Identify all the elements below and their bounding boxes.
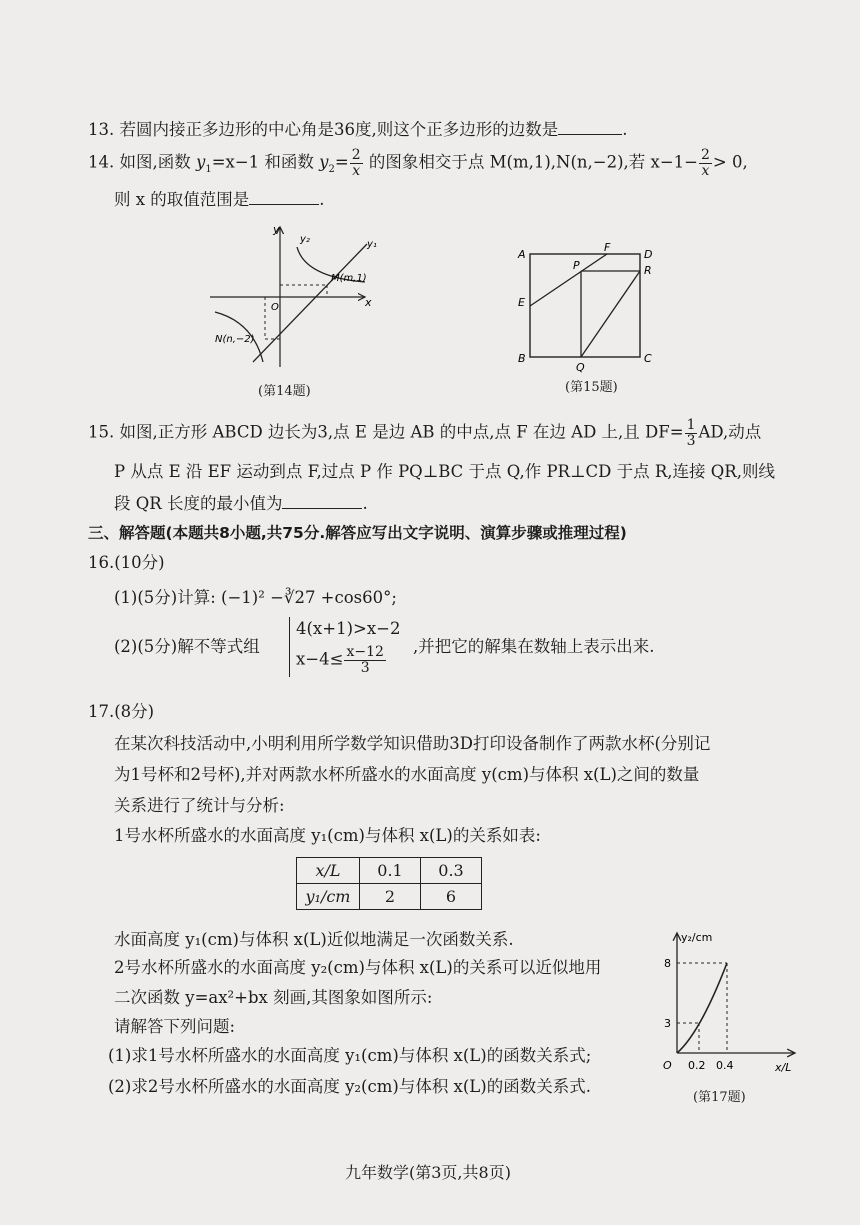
curve-y2 (677, 963, 727, 1053)
question-15-line1: 15. 如图,正方形 ABCD 边长为3,点 E 是边 AB 的中点,点 F 在边 AD 上,且 DF= $\frac{1}{3}$ AD,动点 (88, 417, 762, 449)
label-C: C (644, 352, 652, 365)
label-A: A (518, 248, 526, 261)
caption-fig17: (第17题) (693, 1090, 746, 1105)
xtick-02: 0.2 (688, 1059, 706, 1072)
q17-subq1: (1)求1号水杯所盛水的水面高度 y₁(cm)与体积 x(L)的函数关系式; (108, 1046, 592, 1065)
label-y1: y₁ (367, 239, 377, 250)
inequality-2: x−4≤ $\frac{x-12}{3}$ (296, 644, 384, 676)
label-P: P (573, 259, 580, 272)
label-y2: y₂ (300, 234, 310, 245)
label-E: E (518, 296, 525, 309)
question-16-part2-prefix: (2)(5分)解不等式组 (114, 637, 260, 656)
table-row: x/L 0.1 0.3 (297, 858, 482, 884)
label-y: y (273, 223, 280, 236)
section-3-header: 三、解答题(本题共8小题,共75分.解答应写出文字说明、演算步骤或推理过程) (88, 524, 627, 542)
q17-line4: 1号水杯所盛水的水面高度 y₁(cm)与体积 x(L)的关系如表: (114, 826, 541, 845)
question-15-line3: 段 QR 长度的最小值为 . (114, 494, 368, 513)
question-16-part1: (1)(5分)计算: (−1)² −∛27 +cos60°; (114, 588, 397, 607)
inequality-1: 4(x+1)>x−2 (296, 619, 401, 638)
answer-blank-14 (249, 190, 319, 205)
answer-blank-13 (558, 120, 622, 135)
question-13: 13. 若圆内接正多边形的中心角是36度,则这个正多边形的边数是 . (88, 120, 628, 139)
label-D: D (644, 248, 653, 261)
question-15-line2: P 从点 E 沿 EF 运动到点 F,过点 P 作 PQ⊥BC 于点 Q,作 PR⊥CD 于点 R,连接 QR,则线 (114, 462, 775, 481)
caption-fig14: (第14题) (258, 384, 311, 399)
label-O: O (271, 302, 279, 313)
ytick-8: 8 (664, 957, 671, 970)
q17-line2: 为1号杯和2号杯),并对两款水杯所盛水的水面高度 y(cm)与体积 x(L)之间的数量 (114, 765, 700, 784)
label-R: R (644, 264, 652, 277)
q17-data-table (296, 857, 482, 910)
label-F: F (604, 241, 611, 254)
origin-label: O (663, 1059, 672, 1072)
figure-15-square (510, 240, 660, 375)
table-row: y₁/cm 2 6 (297, 884, 482, 910)
figure-14-graph (205, 222, 380, 372)
q17-line3: 关系进行了统计与分析: (114, 796, 285, 815)
label-Q: Q (576, 361, 585, 374)
fraction-1-over-3: $\frac{1}{3}$ (686, 417, 696, 449)
question-16-part2-suffix: ,并把它的解集在数轴上表示出来. (413, 637, 655, 656)
fraction-2-over-x: $\frac{2}{x}$ (351, 147, 361, 179)
q17-line5: 水面高度 y₁(cm)与体积 x(L)近似地满足一次函数关系. (114, 930, 514, 949)
question-16-head: 16.(10分) (88, 553, 165, 572)
q17-line8: 请解答下列问题: (114, 1017, 236, 1036)
fraction-2-over-x-ineq: $\frac{2}{x}$ (700, 147, 710, 179)
q17-line7: 二次函数 y=ax²+bx 刻画,其图象如图所示: (114, 988, 433, 1007)
xlabel: x/L (775, 1061, 792, 1074)
q17-subq2: (2)求2号水杯所盛水的水面高度 y₂(cm)与体积 x(L)的函数关系式. (108, 1077, 591, 1096)
segment-QR (581, 271, 640, 357)
xtick-04: 0.4 (716, 1059, 734, 1072)
figure-17-graph (655, 925, 805, 1085)
label-M: M(m,1) (331, 273, 367, 284)
caption-fig15: (第15题) (565, 380, 618, 395)
answer-blank-15 (282, 494, 362, 509)
q17-line1: 在某次科技活动中,小明利用所学数学知识借助3D打印设备制作了两款水杯(分别记 (114, 734, 711, 753)
ytick-3: 3 (664, 1017, 671, 1030)
ylabel: y₂/cm (681, 931, 713, 944)
question-14-line1: 14. 如图,函数 $y_1=x-1$ 和函数 $y_2=$ $\frac{2}{x}$ 的图象相交于点 M(m,1),N(n,−2),若 x−1− $\frac{2}{x}$ > 0, (88, 147, 748, 179)
question-17-head: 17.(8分) (88, 702, 155, 721)
q17-line6: 2号水杯所盛水的水面高度 y₂(cm)与体积 x(L)的关系可以近似地用 (114, 958, 602, 977)
question-14-line2: 则 x 的取值范围是 . (114, 190, 325, 209)
label-N: N(n,−2) (215, 334, 255, 345)
label-x: x (365, 296, 372, 309)
page-footer: 九年数学(第3页,共8页) (345, 1163, 511, 1182)
label-B: B (518, 352, 526, 365)
segment-EF (530, 254, 607, 306)
